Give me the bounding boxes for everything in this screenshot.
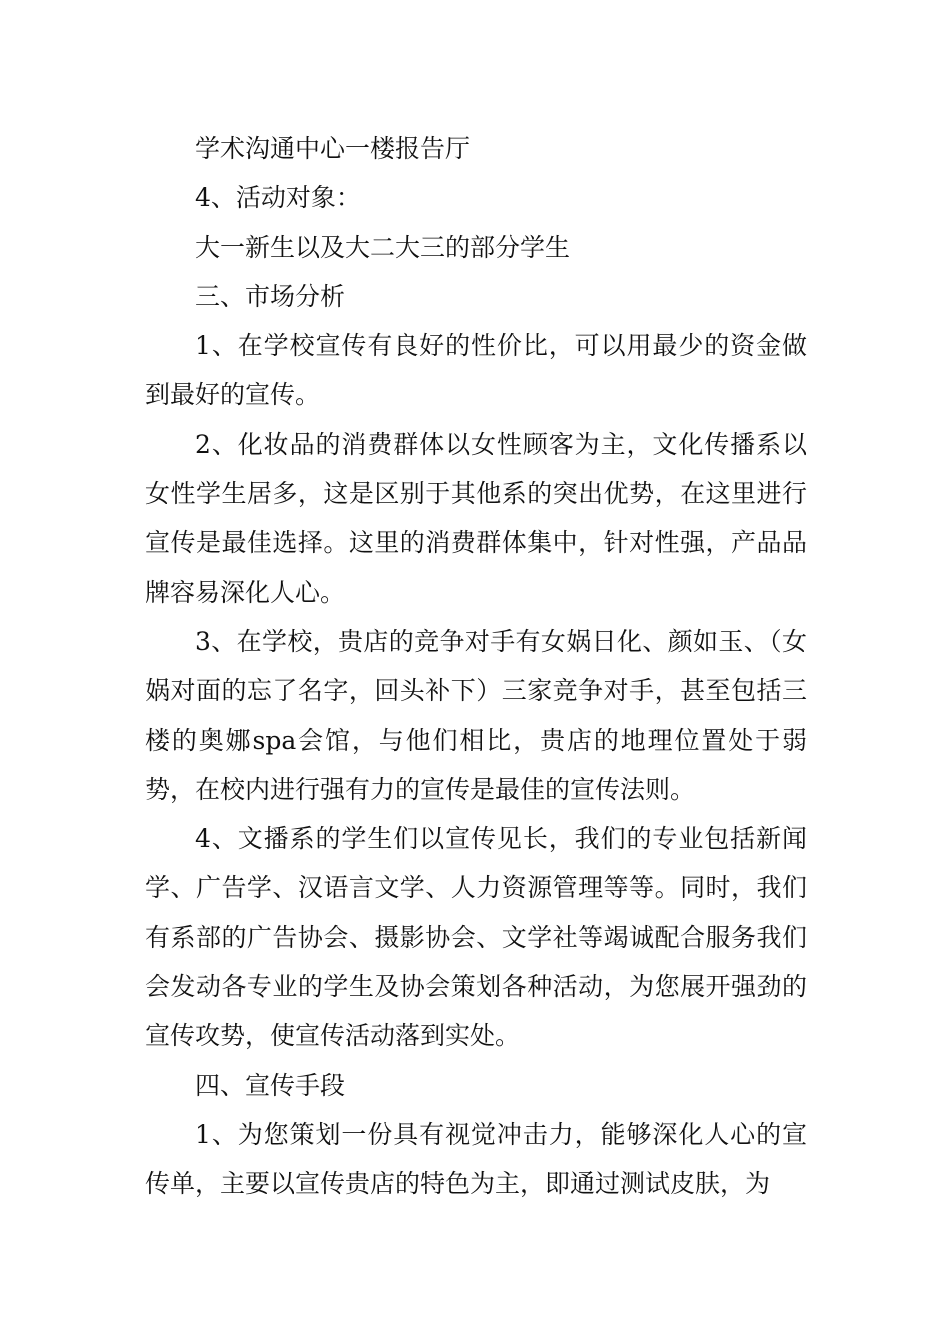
- paragraph-venue: 学术沟通中心一楼报告厅: [195, 134, 471, 163]
- section-heading-market-analysis: 三、市场分析: [195, 281, 346, 311]
- paragraph-market-point-4: 4、文播系的学生们以宣传见长，我们的专业包括新闻学、广告学、汉语言文学、人力资源管理等等。同时，我们有系部的广告协会、摄影协会、文学社等竭诚配合服务我们会发动各专业的学生及协会策划各种活动，为您展开强劲的宣传攻势，使宣传活动落到实处。: [145, 824, 807, 1051]
- paragraph-promotion-point-1: 1、为您策划一份具有视觉冲击力，能够深化人心的宣传单，主要以宣传贵店的特色为主，即通过测试皮肤，为: [145, 1119, 807, 1199]
- paragraph-market-point-1: 1、在学校宣传有良好的性价比，可以用最少的资金做到最好的宣传。: [145, 331, 807, 410]
- paragraph-audience-heading: 4、活动对象：: [195, 183, 361, 213]
- paragraph-audience: 大一新生以及大二大三的部分学生: [195, 232, 571, 262]
- paragraph-market-point-2: 2、化妆品的消费群体以女性顾客为主，文化传播系以女性学生居多，这是区别于其他系的突出优势，在这里进行宣传是最佳选择。这里的消费群体集中，针对性强，产品品牌容易深化人心。: [145, 429, 807, 607]
- document-page: [145, 124, 807, 1209]
- paragraph-market-point-3: 3、在学校，贵店的竞争对手有女娲日化、颜如玉、（女娲对面的忘了名字，回头补下）三家竞争对手，甚至包括三楼的奥娜spa会馆，与他们相比，贵店的地理位置处于弱势，在校内进行强有力的宣传是最佳的宣传法则。: [145, 626, 807, 804]
- section-heading-promotion-methods: 四、宣传手段: [195, 1070, 346, 1100]
